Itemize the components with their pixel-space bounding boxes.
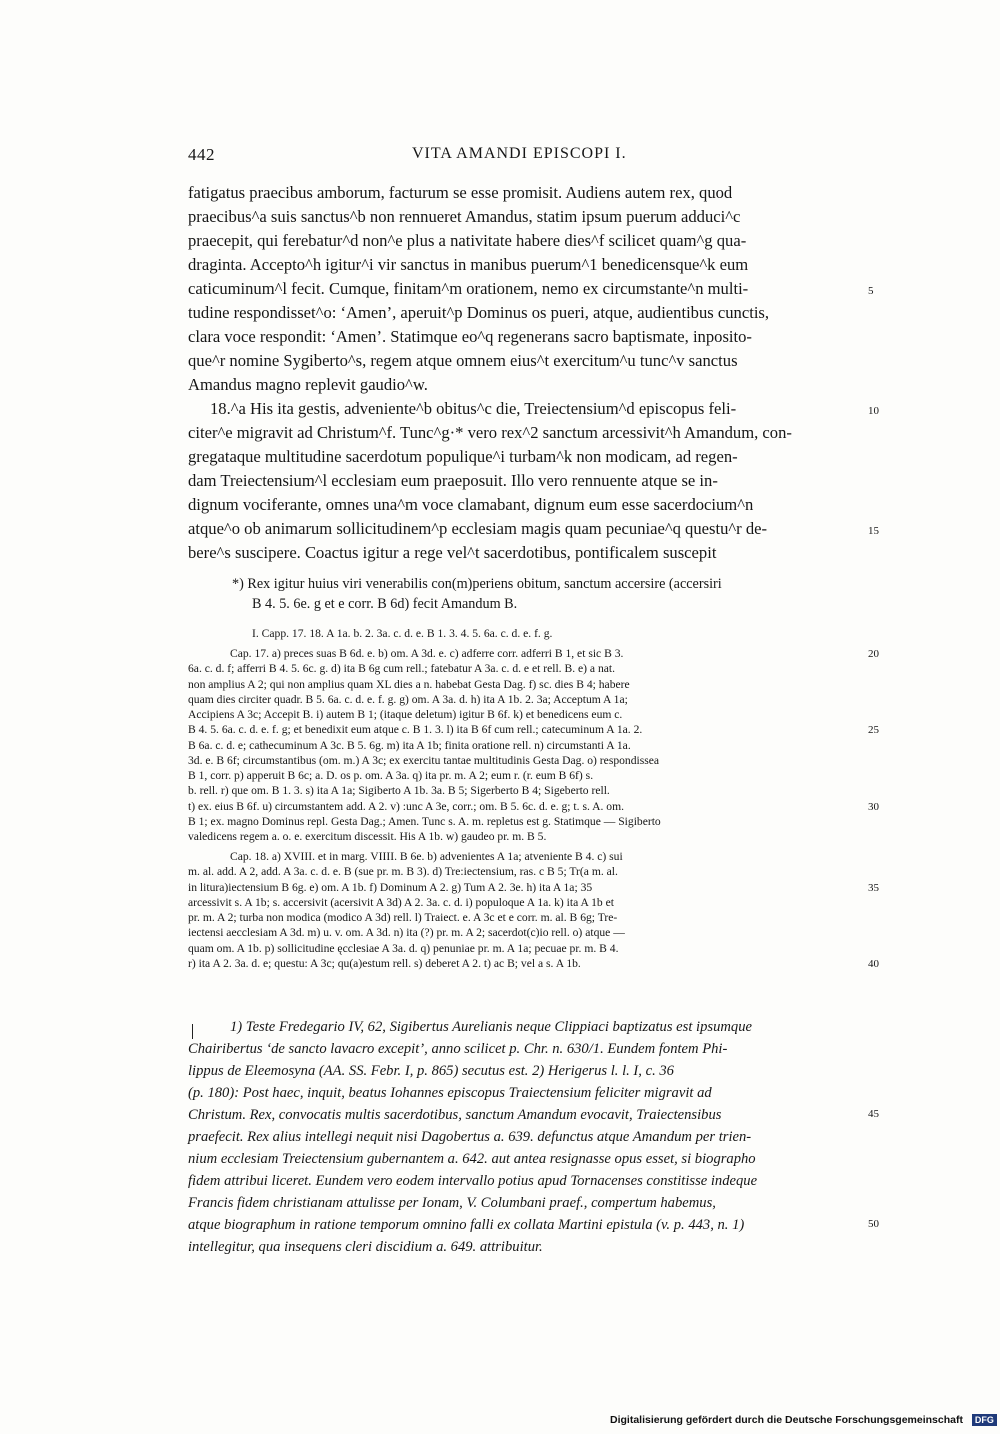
- text-line: dignum vociferante, omnes una^m voce clamabant, dignum eum esse sacerdocium^n: [188, 495, 754, 514]
- digitization-credit: [610, 1414, 997, 1426]
- note-line: *) Rex igitur huius viri venerabilis con(m)periens obitum, sanctum accersire (accersiri: [232, 576, 722, 592]
- apparatus-line: m. al. add. A 2, add. A 3a. c. d. e. B (sue pr. m. B 3). d) Tre:iectensium, ras. c B 5; Tr(a m. al.: [188, 865, 618, 878]
- line-number: 10: [868, 405, 879, 417]
- text-line: 18.^a His ita gestis, adveniente^b obitus^c die, Treiectensium^d episcopus feli-: [210, 399, 737, 418]
- apparatus-line: I. Capp. 17. 18. A 1a. b. 2. 3a. c. d. e. B 1. 3. 4. 5. 6a. c. d. e. f. g.: [252, 627, 553, 640]
- text-line: citer^e migravit ad Christum^f. Tunc^g·* vero rex^2 sanctum arcessivit^h Amandum, con-: [188, 423, 792, 442]
- footnote-line: fidem attribui liceret. Eundem vero eodem intervallo potius apud Tornacenses constitisse indeque: [188, 1173, 758, 1189]
- apparatus-line: in litura)iectensium B 6g. e) om. A 1b. f) Dominum A 2. g) Tum A 2. 3e. h) ita A 1a; 35: [188, 881, 593, 894]
- apparatus-line: r) ita A 2. 3a. d. e; questu: A 3c; qu(a)estum rell. s) deberet A 2. t) ac B; vel a s. A 1b.: [188, 957, 581, 970]
- text-line: bere^s suscipere. Coactus igitur a rege vel^t sacerdotibus, pontificalem suscepit: [188, 543, 717, 562]
- apparatus-line: iectensi aecclesiam A 3d. m) u. v. om. A 3d. n) ita (?) pr. m. A 2; sacerdot(c)io rell. o) atque —: [188, 926, 625, 939]
- footnote-line: nium ecclesiam Treiectensium gubernantem a. 642. aut antea resignasse opus esset, si biographo: [188, 1151, 756, 1167]
- apparatus-line: non amplius A 2; qui non amplius quam XL dies a n. habebat Gesta Dag. f) sc. dies B 4; habere: [188, 678, 630, 691]
- running-title: VITA AMANDI EPISCOPI I.: [412, 145, 627, 162]
- text-line: fatigatus praecibus amborum, facturum se esse promisit. Audiens autem rex, quod: [188, 183, 733, 202]
- apparatus-line: valedicens regem a. o. e. exercitum discessit. His A 1b. w) gaudeo pr. m. B 5.: [188, 830, 547, 843]
- apparatus-line: B 1; ex. magno Dominus repl. Gesta Dag.; Amen. Tunc s. A. m. repletus est g. Statimque — Sigiberto: [188, 815, 661, 828]
- page-number: 442: [188, 145, 215, 164]
- credit-text: Digitalisierung gefördert durch die Deutsche Forschungsgemeinschaft: [610, 1414, 963, 1426]
- dfg-logo: DFG: [972, 1414, 997, 1426]
- line-number: 5: [868, 285, 874, 297]
- footnote-line: Francis fidem christianam attulisse per Ionam, V. Columbani praef., compertum habemus,: [188, 1195, 716, 1211]
- apparatus-line: B 4. 5. 6a. c. d. e. f. g; et benedixit eum atque c. B 1. 3. l) ita B 6f cum rell.; catecuminum A 1a. 2.: [188, 723, 643, 736]
- text-line: dam Treiectensium^l ecclesiam eum praeposuit. Illo vero rennuente atque se in-: [188, 471, 718, 490]
- apparatus-line: Cap. 18. a) XVIII. et in marg. VIIII. B 6e. b) advenientes A 1a; atveniente B 4. c) sui: [230, 850, 623, 863]
- line-number: 25: [868, 724, 879, 736]
- footnote-line: lippus de Eleemosyna (AA. SS. Febr. I, p. 865) secutus est. 2) Herigerus l. l. I, c. 36: [188, 1063, 674, 1079]
- apparatus-line: b. rell. r) que om. B 1. 3. s) ita A 1a; Sigiberto A 1b. 3a. B 5; Sigerberto B 4; Sigeberto rell.: [188, 784, 610, 797]
- text-line: atque^o ob animarum sollicitudinem^p ecclesiam magis quam pecuniae^q questu^r de-: [188, 519, 768, 538]
- line-number: 40: [868, 958, 879, 970]
- footnote-line: Chairibertus ‘de sancto lavacro excepit’, anno scilicet p. Chr. n. 630/1. Eundem fontem Phi-: [188, 1041, 728, 1057]
- apparatus-line: 3d. e. B 6f; circumstantibus (om. m.) A 3c; ex exercitu tantae multitudinis Gesta Dag. o) respondissea: [188, 754, 660, 767]
- text-line: praecibus^a suis sanctus^b non rennueret Amandus, statim ipsum puerum adduci^c: [188, 207, 741, 226]
- apparatus-line: t) ex. eius B 6f. u) circumstantem add. A 2. v) :unc A 3e, corr.; om. B 5. 6c. d. e. g; t. s. A. om.: [188, 800, 624, 813]
- text-line: que^r nomine Sygiberto^s, regem atque omnem eius^t exercitum^u tunc^v sanctus: [188, 351, 738, 370]
- footnote-line: atque biographum in ratione temporum omnino falli ex collata Martini epistula (v. p. 443, n. 1): [188, 1217, 745, 1233]
- apparatus-line: B 6a. c. d. e; cathecuminum A 3c. B 5. 6g. m) ita A 1b; finita oratione rell. n) circumstanti A 1a.: [188, 739, 631, 752]
- footnote-line: (p. 180): Post haec, inquit, beatus Iohannes episcopus Traiectensium feliciter migravit ad: [188, 1085, 712, 1101]
- apparatus-line: Accipiens A 3c; Accepit B. i) autem B 1; (itaque deletum) igitur B 6f. k) et benedicens eum c.: [188, 708, 623, 721]
- apparatus-line: arcessivit s. A 1b; s. accersivit (acersivit A 3d) A 2. 3a. c. d. i) populoque A 1a. k) ita A 1b et: [188, 896, 614, 909]
- footnote-rule: [192, 1024, 193, 1039]
- line-number: 50: [868, 1218, 879, 1230]
- footnote-line: 1) Teste Fredegario IV, 62, Sigibertus Aurelianis neque Clippiaci baptizatus est ipsumque: [230, 1019, 752, 1035]
- line-number: 15: [868, 525, 879, 537]
- line-number: 35: [868, 882, 879, 894]
- apparatus-line: pr. m. A 2; turba non modica (modico A 3d) rell. l) Traiect. e. A 3c et e corr. m. al. B 6g; Tre-: [188, 911, 618, 924]
- text-line: draginta. Accepto^h igitur^i vir sanctus in manibus puerum^1 benedicensque^k eum: [188, 255, 749, 274]
- line-number: 45: [868, 1108, 879, 1120]
- apparatus-line: Cap. 17. a) preces suas B 6d. e. b) om. A 3d. e. c) adferre corr. adferri B 1, et sic B 3.: [230, 647, 624, 660]
- text-line: gregataque multitudine sacerdotum populique^i turbam^k non modicam, ad regen-: [188, 447, 738, 466]
- apparatus-line: 6a. c. d. f; afferri B 4. 5. 6c. g. d) ita B 6g cum rell.; fatebatur A 3a. c. d. e et rell. B. e) a nat.: [188, 662, 616, 675]
- text-line: tudine respondisset^o: ‘Amen’, aperuit^p Dominus os pueri, atque, audientibus cunctis,: [188, 303, 770, 322]
- text-line: clara voce respondit: ‘Amen’. Statimque eo^q regenerans sacro baptismate, inposito-: [188, 327, 752, 346]
- line-number: 30: [868, 801, 879, 813]
- text-line: caticuminum^l fecit. Cumque, finitam^m orationem, nemo ex circumstante^n multi-: [188, 279, 749, 298]
- text-line: Amandus magno replevit gaudio^w.: [188, 375, 428, 394]
- line-number: 20: [868, 648, 879, 660]
- text-line: praecepit, qui ferebatur^d non^e plus a nativitate habere dies^f scilicet quam^g qua-: [188, 231, 747, 250]
- apparatus-line: quam om. A 1b. p) sollicitudine ęcclesiae A 3a. d. q) penuniae pr. m. A 1a; pecuae pr. m. B 4.: [188, 942, 619, 955]
- note-line: B 4. 5. 6e. g et e corr. B 6d) fecit Amandum B.: [252, 596, 518, 612]
- footnote-line: Christum. Rex, convocatis multis sacerdotibus, sanctum Amandum evocavit, Traiectensibus: [188, 1107, 722, 1123]
- footnote-line: praefecit. Rex alius intellegi nequit nisi Dagobertus a. 639. defunctus atque Amandum per trien-: [188, 1129, 752, 1145]
- apparatus-line: quam dies circiter quadr. B 5. 6a. c. d. e. f. g. g) om. A 3a. d. h) ita A 1b. 2. 3a; Acceptum A 1a;: [188, 693, 628, 706]
- footnote-line: intellegitur, qua insequens cleri discidium a. 649. attribuitur.: [188, 1239, 543, 1255]
- apparatus-line: B 1, corr. p) apperuit B 6c; a. D. os p. om. A 3a. q) ita pr. m. A 2; eum r. (r. eum B 6f) s.: [188, 769, 594, 782]
